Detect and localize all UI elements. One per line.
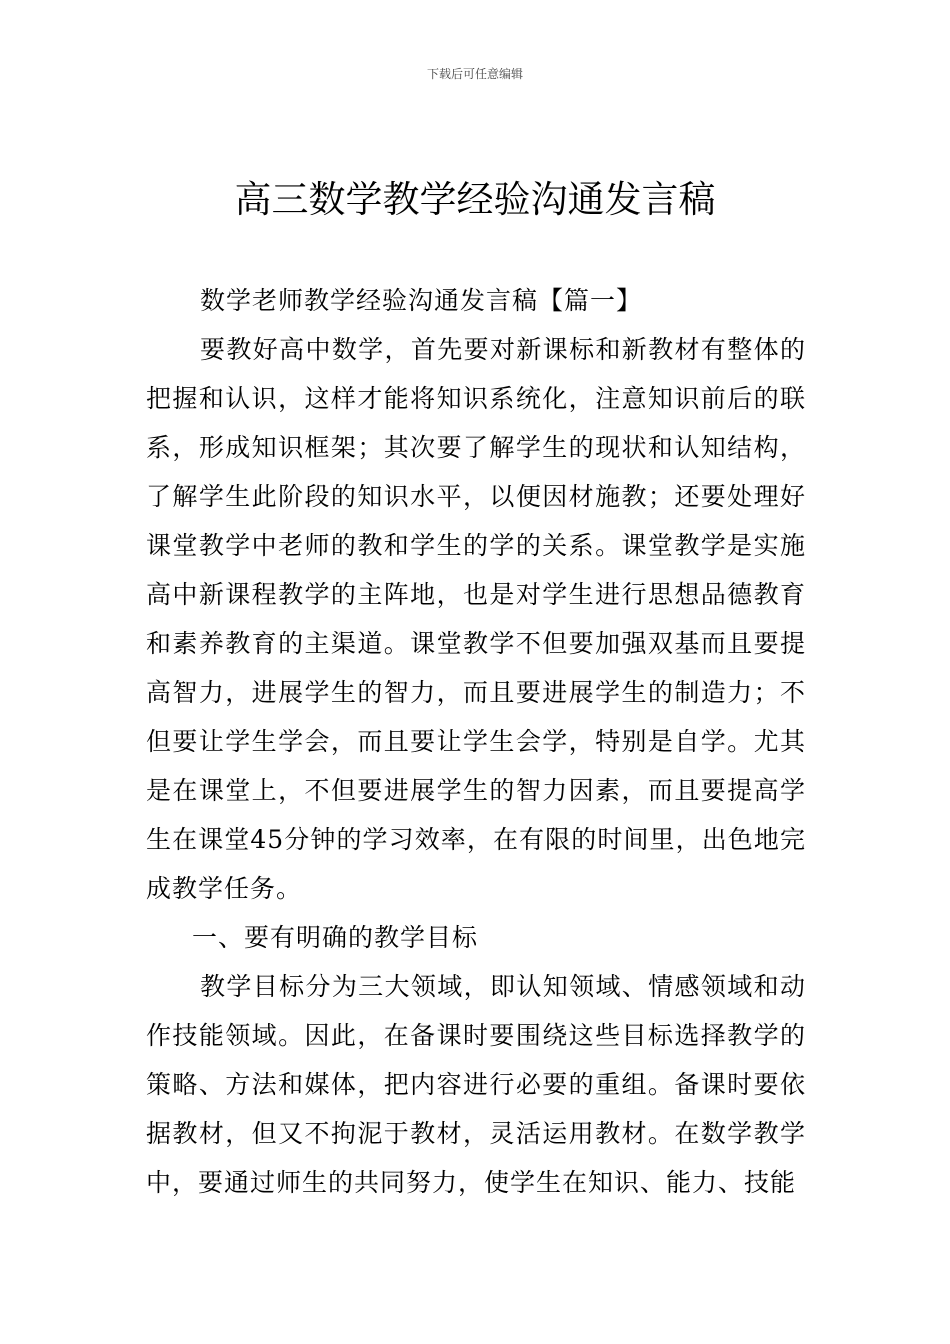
section-heading-part-one: 数学老师教学经验沟通发言稿【篇一】 <box>200 286 643 315</box>
body-paragraph: 要教好高中数学，首先要对新课标和新教材有整体的把握和认识，这样才能将知识系统化，注意知识前后的联系，形成知识框架；其次要了解学生的现状和认知结构，了解学生此阶段的知识水平，以便因材施教；还要处理好课堂教学中老师的教和学生的学的关系。课堂教学是实施高中新课程教学的主阵地，也是对学生进行思想品德教育和素养教育的主渠道。课堂教学不但要加强双基而且要提高智力，进展学生的智力，而且要进展学生的制造力；不但要让学生学会，而且要让学生会学，特别是自学。尤其是在课堂上，不但要进展学生的智力因素，而且要提高学生在课堂45分钟的学习效率，在有限的时间里，出色地完成教学任务。 <box>146 335 806 903</box>
document-body <box>146 276 806 1207</box>
subsection-heading: 一、要有明确的教学目标 <box>192 923 479 952</box>
header-note: 下载后可任意编辑 <box>426 67 523 81</box>
body-paragraph: 教学目标分为三大领域，即认知领域、情感领域和动作技能领域。因此，在备课时要围绕这些目标选择教学的策略、方法和媒体，把内容进行必要的重组。备课时要依据教材，但又不拘泥于教材，灵活运用教材。在数学教学中，要通过师生的共同努力，使学生在知识、能力、技能 <box>146 972 806 1197</box>
document-title: 高三数学教学经验沟通发言稿 <box>234 178 716 221</box>
